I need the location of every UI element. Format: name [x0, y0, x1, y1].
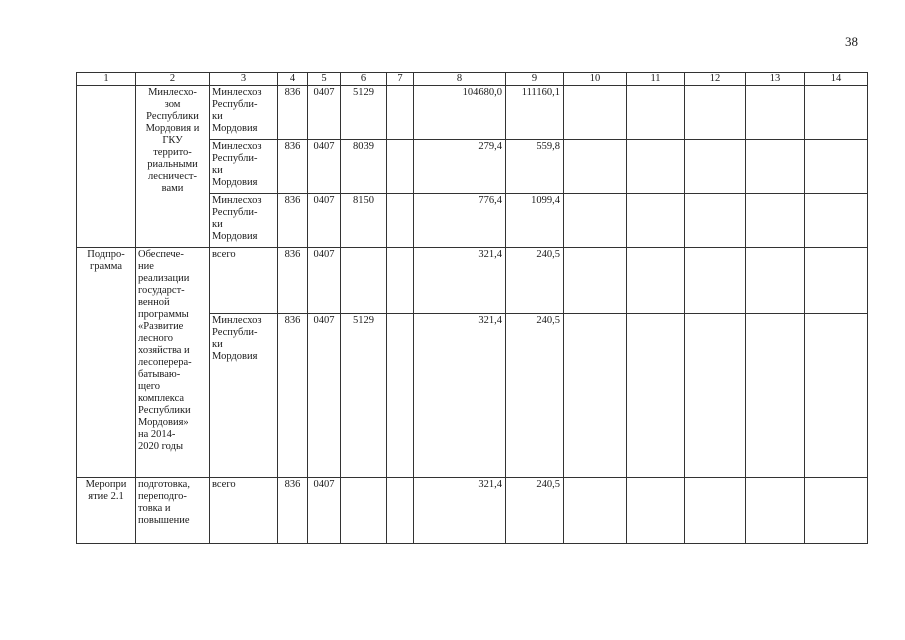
code-cell: 836 [278, 86, 308, 140]
program-name-cell: Обеспече- ние реализации государст- венной программы «Развитие лесного хозяйства и лесоперера- батываю- щего комплекса Республики Мордовия» на 2014- 2020 годы [136, 248, 210, 478]
empty-cell [805, 248, 868, 314]
header-cell: 12 [685, 73, 746, 86]
code-cell: 836 [278, 314, 308, 478]
empty-cell [627, 478, 685, 544]
empty-cell [564, 478, 627, 544]
code-cell: 836 [278, 194, 308, 248]
empty-cell [805, 140, 868, 194]
empty-cell [387, 194, 414, 248]
header-cell: 5 [308, 73, 341, 86]
empty-cell [746, 194, 805, 248]
empty-cell [627, 86, 685, 140]
value-cell: 1099,4 [506, 194, 564, 248]
header-cell: 2 [136, 73, 210, 86]
empty-cell [805, 194, 868, 248]
value-cell: 279,4 [414, 140, 506, 194]
empty-cell [627, 248, 685, 314]
row-label-cell: Подпро- грамма [77, 248, 136, 478]
header-cell: 9 [506, 73, 564, 86]
empty-cell [564, 86, 627, 140]
empty-cell [805, 314, 868, 478]
empty-cell [387, 478, 414, 544]
empty-cell [387, 248, 414, 314]
activity-name-cell: подготовка, переподго- товка и повышение [136, 478, 210, 544]
empty-cell [564, 314, 627, 478]
header-cell: 6 [341, 73, 387, 86]
code-cell: 0407 [308, 194, 341, 248]
table-row [77, 248, 868, 314]
header-cell: 8 [414, 73, 506, 86]
empty-cell [805, 478, 868, 544]
empty-cell [746, 478, 805, 544]
empty-cell [564, 194, 627, 248]
value-cell: 240,5 [506, 314, 564, 478]
empty-cell [387, 314, 414, 478]
code-cell: 0407 [308, 86, 341, 140]
code-cell: 0407 [308, 314, 341, 478]
header-cell: 7 [387, 73, 414, 86]
department-cell: Минлесхоз Республи- ки Мордовия [210, 194, 278, 248]
code-cell [341, 478, 387, 544]
department-cell: Минлесхоз Республи- ки Мордовия [210, 140, 278, 194]
header-cell: 4 [278, 73, 308, 86]
code-cell: 836 [278, 140, 308, 194]
code-cell [341, 248, 387, 314]
value-cell: 776,4 [414, 194, 506, 248]
department-cell: Минлесхоз Республи- ки Мордовия [210, 314, 278, 478]
header-cell: 10 [564, 73, 627, 86]
header-row [77, 73, 868, 86]
code-cell: 8150 [341, 194, 387, 248]
header-cell: 1 [77, 73, 136, 86]
table-row [77, 478, 868, 544]
empty-cell [805, 86, 868, 140]
value-cell: 321,4 [414, 314, 506, 478]
empty-cell [387, 86, 414, 140]
empty-cell [387, 140, 414, 194]
code-cell: 0407 [308, 478, 341, 544]
header-cell: 3 [210, 73, 278, 86]
value-cell: 240,5 [506, 248, 564, 314]
value-cell: 559,8 [506, 140, 564, 194]
value-cell: 321,4 [414, 248, 506, 314]
empty-cell [746, 248, 805, 314]
value-cell: 111160,1 [506, 86, 564, 140]
empty-cell [627, 140, 685, 194]
value-cell: 240,5 [506, 478, 564, 544]
empty-cell [746, 86, 805, 140]
department-cell: Минлесхоз Республи- ки Мордовия [210, 86, 278, 140]
code-cell: 5129 [341, 86, 387, 140]
empty-cell [746, 140, 805, 194]
empty-cell [685, 478, 746, 544]
header-cell: 13 [746, 73, 805, 86]
department-cell: всего [210, 478, 278, 544]
budget-table [76, 72, 868, 544]
empty-cell [685, 86, 746, 140]
row-label-cell: Меропри ятие 2.1 [77, 478, 136, 544]
code-cell: 5129 [341, 314, 387, 478]
header-cell: 14 [805, 73, 868, 86]
code-cell: 0407 [308, 140, 341, 194]
executor-cell: Минлесхо- зом Республики Мордовия и ГКУ террито- риальными лесничест- вами [136, 86, 210, 248]
header-cell: 11 [627, 73, 685, 86]
value-cell: 104680,0 [414, 86, 506, 140]
code-cell: 0407 [308, 248, 341, 314]
code-cell: 836 [278, 248, 308, 314]
empty-cell [685, 248, 746, 314]
empty-cell [564, 248, 627, 314]
empty-cell [685, 314, 746, 478]
code-cell: 8039 [341, 140, 387, 194]
empty-cell [627, 314, 685, 478]
code-cell: 836 [278, 478, 308, 544]
empty-cell [685, 194, 746, 248]
empty-cell [627, 194, 685, 248]
empty-cell [685, 140, 746, 194]
value-cell: 321,4 [414, 478, 506, 544]
empty-cell [564, 140, 627, 194]
department-cell: всего [210, 248, 278, 314]
empty-cell [746, 314, 805, 478]
table-row [77, 86, 868, 140]
row-label-cell [77, 86, 136, 248]
page-number: 38 [845, 34, 858, 49]
